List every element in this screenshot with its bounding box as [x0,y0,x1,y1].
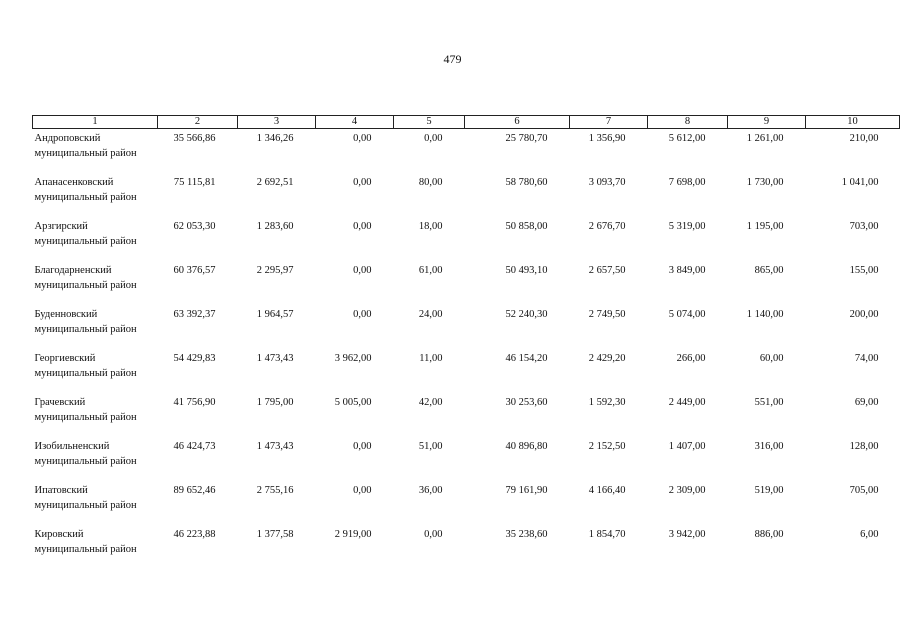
value-cell-col-7: 2 657,50 [588,265,626,276]
value-cell-col-8: 266,00 [676,353,706,364]
value-cell-col-5: 42,00 [418,397,443,408]
value-cell-col-5: 61,00 [418,265,443,276]
value-cell-col-4: 0,00 [353,441,372,452]
district-type: муниципальный район [34,412,137,423]
column-header: 3 [238,116,316,129]
district-name: Кировский [34,529,84,540]
column-header: 6 [465,116,570,129]
value-cell-col-10: 705,00 [849,485,879,496]
value-cell-col-7: 2 749,50 [588,309,626,320]
district-name-cell [33,261,158,305]
value-cell-col-5: 24,00 [418,309,443,320]
value-cell-col-10: 74,00 [854,353,879,364]
value-cell-col-10: 128,00 [849,441,879,452]
value-cell-col-7: 2 676,70 [588,221,626,232]
value-cell-col-10: 69,00 [854,397,879,408]
value-cell-col-2: 41 756,90 [173,397,216,408]
value-cell-col-7: 2 152,50 [588,441,626,452]
value-cell-col-8: 2 309,00 [668,485,706,496]
value-cell-col-8: 7 698,00 [668,177,706,188]
value-cell-col-6: 79 161,90 [505,485,548,496]
value-cell-col-7: 1 854,70 [588,529,626,540]
district-name: Буденновский [34,309,98,320]
district-type: муниципальный район [34,236,137,247]
value-cell-col-4: 0,00 [353,177,372,188]
district-type: муниципальный район [34,456,137,467]
district-type: муниципальный район [34,500,137,511]
district-name-cell [33,393,158,437]
value-cell-col-6: 40 896,80 [505,441,548,452]
district-name: Георгиевский [34,353,96,364]
value-cell-col-10: 6,00 [860,529,879,540]
value-cell-col-8: 3 942,00 [668,529,706,540]
value-cell-col-4: 0,00 [353,221,372,232]
district-type: муниципальный район [34,280,137,291]
value-cell-col-8: 1 407,00 [668,441,706,452]
column-header: 1 [33,116,158,129]
value-cell-col-9: 886,00 [754,529,784,540]
value-cell-col-3: 1 283,60 [256,221,294,232]
value-cell-col-7: 3 093,70 [588,177,626,188]
value-cell-col-9: 60,00 [759,353,784,364]
value-cell-col-3: 1 795,00 [256,397,294,408]
page-number: 479 [443,52,462,66]
value-cell-col-3: 2 295,97 [256,265,294,276]
value-cell-col-6: 25 780,70 [505,133,548,144]
value-cell-col-6: 35 238,60 [505,529,548,540]
value-cell-col-4: 0,00 [353,485,372,496]
value-cell-col-2: 60 376,57 [173,265,216,276]
value-cell-col-4: 5 005,00 [334,397,372,408]
district-name: Изобильненский [34,441,110,452]
value-cell-col-9: 551,00 [754,397,784,408]
table-body [33,129,900,570]
value-cell-col-9: 1 140,00 [746,309,784,320]
value-cell-col-6: 30 253,60 [505,397,548,408]
value-cell-col-9: 519,00 [754,485,784,496]
value-cell-col-3: 1 964,57 [256,309,294,320]
value-cell-col-10: 210,00 [849,133,879,144]
value-cell-col-5: 11,00 [419,353,443,364]
district-type: муниципальный район [34,544,137,555]
column-header: 5 [394,116,465,129]
value-cell-col-4: 0,00 [353,265,372,276]
value-cell-col-4: 0,00 [353,309,372,320]
value-cell-col-5: 80,00 [418,177,443,188]
value-cell-col-5: 0,00 [424,529,443,540]
value-cell-col-6: 52 240,30 [505,309,548,320]
value-cell-col-8: 5 319,00 [668,221,706,232]
value-cell-col-2: 35 566,86 [173,133,216,144]
table-row [33,437,900,481]
district-name-cell [33,305,158,349]
district-name-cell [33,437,158,481]
value-cell-col-6: 50 493,10 [505,265,548,276]
value-cell-col-10: 703,00 [849,221,879,232]
value-cell-col-9: 1 195,00 [746,221,784,232]
table-row [33,481,900,525]
value-cell-col-6: 46 154,20 [505,353,548,364]
column-header: 8 [648,116,728,129]
value-cell-col-10: 1 041,00 [841,177,879,188]
value-cell-col-9: 316,00 [754,441,784,452]
value-cell-col-3: 1 473,43 [256,353,294,364]
table-row [33,173,900,217]
district-name: Благодарненский [34,265,112,276]
table-row [33,525,900,569]
value-cell-col-3: 2 755,16 [256,485,294,496]
column-header: 2 [158,116,238,129]
value-cell-col-7: 4 166,40 [588,485,626,496]
value-cell-col-10: 155,00 [849,265,879,276]
value-cell-col-3: 1 346,26 [256,133,294,144]
value-cell-col-5: 0,00 [424,133,443,144]
value-cell-col-8: 5 074,00 [668,309,706,320]
value-cell-col-3: 1 377,58 [256,529,294,540]
column-header: 9 [728,116,806,129]
column-header: 7 [570,116,648,129]
district-type: муниципальный район [34,192,137,203]
value-cell-col-8: 3 849,00 [668,265,706,276]
table-row [33,129,900,174]
district-type: муниципальный район [34,368,137,379]
value-cell-col-4: 2 919,00 [334,529,372,540]
column-header: 4 [316,116,394,129]
value-cell-col-2: 54 429,83 [173,353,216,364]
value-cell-col-4: 0,00 [353,133,372,144]
value-cell-col-7: 1 356,90 [588,133,626,144]
value-cell-col-9: 1 730,00 [746,177,784,188]
table-row [33,217,900,261]
table-row [33,349,900,393]
value-cell-col-4: 3 962,00 [334,353,372,364]
district-name-cell [33,129,158,174]
district-name: Андроповский [34,133,101,144]
value-cell-col-8: 2 449,00 [668,397,706,408]
value-cell-col-2: 63 392,37 [173,309,216,320]
value-cell-col-6: 58 780,60 [505,177,548,188]
value-cell-col-5: 36,00 [418,485,443,496]
table-row [33,305,900,349]
district-name-cell [33,481,158,525]
district-name-cell [33,525,158,569]
value-cell-col-6: 50 858,00 [505,221,548,232]
value-cell-col-2: 46 424,73 [173,441,216,452]
district-type: муниципальный район [34,148,137,159]
value-cell-col-3: 2 692,51 [256,177,294,188]
district-name-cell [33,173,158,217]
column-header: 10 [806,116,900,129]
district-name: Арзгирский [34,221,88,232]
district-name: Апанасенковский [34,177,114,188]
value-cell-col-2: 75 115,81 [173,177,216,188]
budget-table [32,115,900,569]
value-cell-col-3: 1 473,43 [256,441,294,452]
value-cell-col-7: 1 592,30 [588,397,626,408]
value-cell-col-5: 18,00 [418,221,443,232]
header-row [33,116,900,129]
value-cell-col-7: 2 429,20 [588,353,626,364]
district-name-cell [33,349,158,393]
value-cell-col-2: 89 652,46 [173,485,216,496]
value-cell-col-9: 1 261,00 [746,133,784,144]
district-name-cell [33,217,158,261]
table-row [33,261,900,305]
value-cell-col-2: 62 053,30 [173,221,216,232]
value-cell-col-8: 5 612,00 [668,133,706,144]
district-name: Ипатовский [34,485,88,496]
value-cell-col-5: 51,00 [418,441,443,452]
value-cell-col-10: 200,00 [849,309,879,320]
table-row [33,393,900,437]
value-cell-col-9: 865,00 [754,265,784,276]
district-type: муниципальный район [34,324,137,335]
district-name: Грачевский [34,397,86,408]
value-cell-col-2: 46 223,88 [173,529,216,540]
